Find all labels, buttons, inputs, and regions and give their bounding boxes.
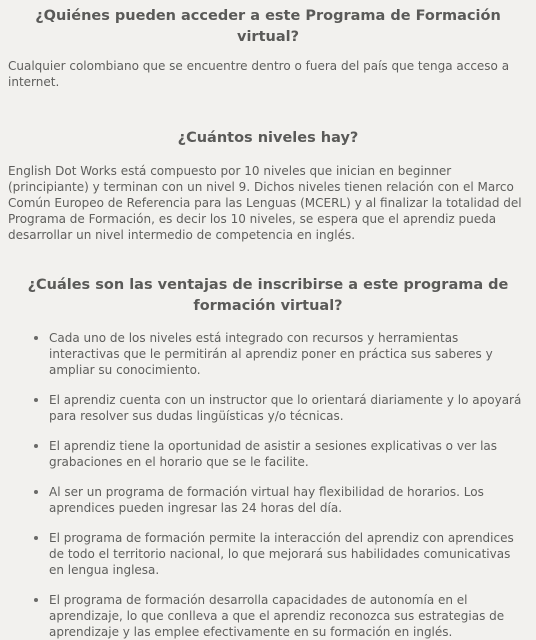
advantage-text: Al ser un programa de formación virtual hay flexibilidad de horarios. Los aprendices pueden ingresar las 24 horas del día. [49,485,484,515]
advantage-text: El programa de formación desarrolla capacidades de autonomía en el aprendizaje, lo que conlleva a que el aprendiz reconozca sus estrategias de aprendizaje y las emplee efectivamente en su formación en inglés. [49,593,505,639]
section-body-who-can-access: Cualquier colombiano que se encuentre dentro o fuera del país que tenga acceso a internet. [8,59,510,89]
advantage-text: El aprendiz tiene la oportunidad de asistir a sesiones explicativas o ver las grabaciones en el horario que se le facilite. [49,439,498,469]
advantage-list-item [32,530,528,578]
advantage-text: Cada uno de los niveles está integrado con recursos y herramientas interactivas que le permitirán al aprendiz poner en práctica sus saberes y ampliar su conocimiento. [49,331,493,377]
advantages-list [8,330,528,640]
bullet-icon [34,336,38,340]
advantage-list-item [32,484,528,516]
bullet-icon [34,598,38,602]
section-title-advantages: ¿Cuáles son las ventajas de inscribirse a este programa de formación virtual? [27,277,509,314]
advantage-list-item [32,592,528,640]
advantage-list-item [32,330,528,378]
section-body-levels: English Dot Works está compuesto por 10 niveles que inician en beginner (principiante) y terminan con un nivel 9. Dichos niveles tienen relación con el Marco Común Europeo de Referencia para las Lenguas (MCERL) y al finalizar la totalidad del Programa de Formación, es decir los 10 niveles, se espera que el aprendiz pueda desarrollar un nivel intermedio de competencia en inglés. [8,164,522,242]
bullet-icon [34,444,38,448]
advantage-list-item [32,438,528,470]
bullet-icon [34,490,38,494]
section-title-who-can-access: ¿Quiénes pueden acceder a este Programa de Formación virtual? [35,8,501,45]
bullet-icon [34,398,38,402]
section-title-levels: ¿Cuántos niveles hay? [177,130,359,146]
advantage-text: El programa de formación permite la interacción del aprendiz con aprendices de todo el territorio nacional, lo que mejorará sus habilidades comunicativas en lengua inglesa. [49,531,514,577]
bullet-icon [34,536,38,540]
advantage-text: El aprendiz cuenta con un instructor que lo orientará diariamente y lo apoyará para resolver sus dudas lingüísticas y/o técnicas. [49,393,522,423]
advantage-list-item [32,392,528,424]
